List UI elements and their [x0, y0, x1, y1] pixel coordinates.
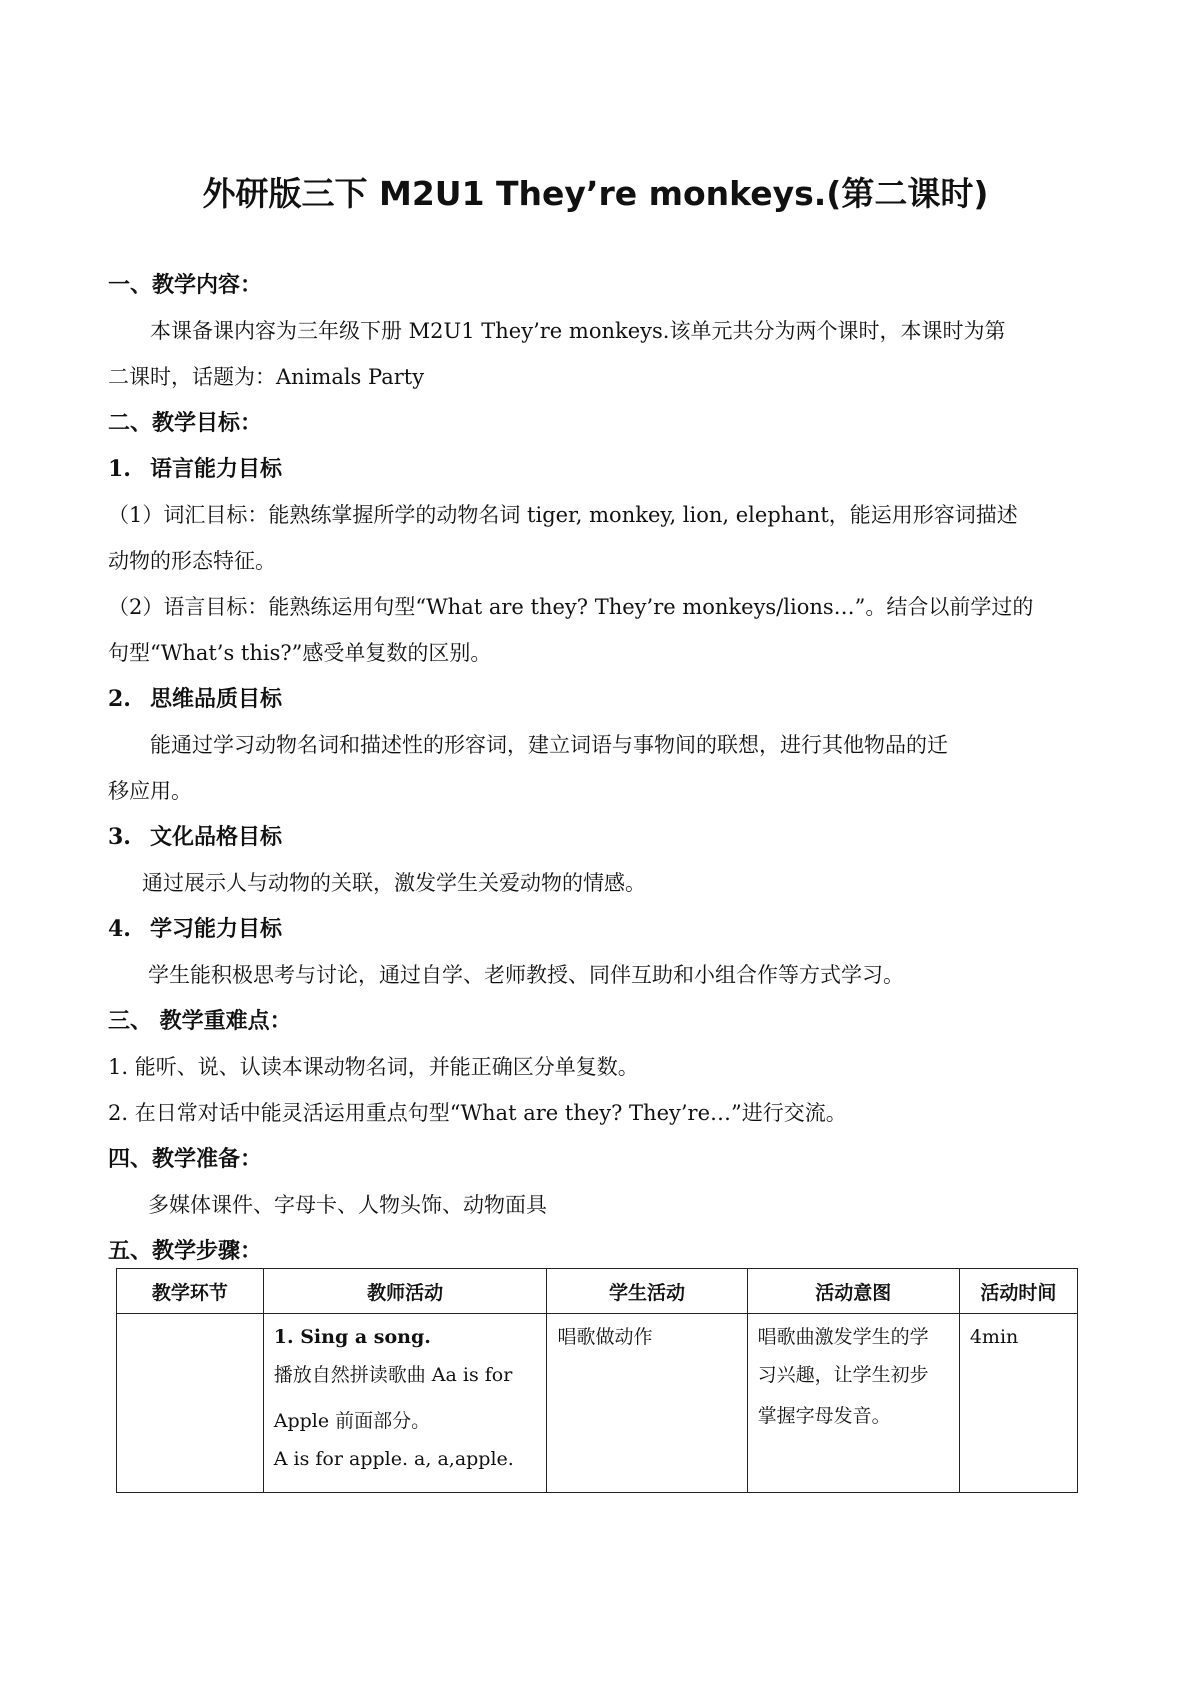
goal-4-title: 学习能力目标 [150, 916, 283, 942]
header-teacher-activity: 教师活动 [263, 1269, 547, 1314]
document-body [108, 262, 1084, 1274]
goal-3-title: 文化品格目标 [150, 824, 283, 850]
goal-1-item-2-line-2: 句型“What’s this?”感受单复数的区别。 [108, 641, 492, 665]
goal-1-title: 语言能力目标 [150, 456, 283, 482]
goal-3-number: 3. [108, 824, 131, 850]
preparation-line-1: 多媒体课件、字母卡、人物头饰、动物面具 [148, 1193, 547, 1217]
goal-1-item-1-line-2: 动物的形态特征。 [108, 549, 276, 573]
steps-table [116, 1268, 1078, 1493]
table-row [117, 1314, 1078, 1493]
goal-4-heading [108, 906, 1084, 952]
intent-line-3: 掌握字母发音。 [757, 1405, 891, 1427]
goal-2-title: 思维品质目标 [150, 686, 283, 712]
cell-activity-intent [747, 1314, 959, 1493]
section-heading-steps: 五、教学步骤： [108, 1238, 263, 1264]
teacher-activity-title: 1. Sing a song. [273, 1326, 431, 1348]
section-heading-key-points: 三、 教学重难点： [108, 1008, 292, 1034]
goal-4-line-1: 学生能积极思考与讨论，通过自学、老师教授、同伴互助和小组合作等方式学习。 [148, 963, 904, 987]
teacher-activity-line-3: A is for apple. a, a,apple. [273, 1448, 514, 1470]
content-paragraph [108, 308, 1084, 400]
goal-1-heading [108, 446, 1084, 492]
goal-1-item-2-line-1: （2）语言目标：能熟练运用句型“What are they? They’re monkeys/lions…”。结合以前学过的 [108, 595, 1034, 619]
goal-1-item-1-line-1: （1）词汇目标：能熟练掌握所学的动物名词 tiger, monkey, lion, elephant，能运用形容词描述 [108, 503, 1018, 527]
key-point-2: 2. 在日常对话中能灵活运用重点句型“What are they? They’re…”进行交流。 [108, 1101, 847, 1125]
cell-teacher-activity [263, 1314, 547, 1493]
section-heading-content: 一、教学内容： [108, 272, 263, 298]
goal-3-heading [108, 814, 1084, 860]
section-heading-goals: 二、教学目标： [108, 410, 263, 436]
teacher-activity-line-1: 播放自然拼读歌曲 Aa is for [273, 1364, 513, 1386]
header-student-activity: 学生活动 [547, 1269, 747, 1314]
header-stage: 教学环节 [117, 1269, 264, 1314]
header-activity-time: 活动时间 [959, 1269, 1077, 1314]
cell-stage [117, 1314, 264, 1493]
section-heading-preparation: 四、教学准备： [108, 1146, 263, 1172]
goal-4-number: 4. [108, 916, 131, 942]
content-para-line-1: 本课备课内容为三年级下册 M2U1 They’re monkeys.该单元共分为两个课时，本课时为第 [150, 319, 1006, 343]
content-para-line-2: 二课时，话题为：Animals Party [108, 365, 425, 389]
goal-2-line-2: 移应用。 [108, 779, 192, 803]
cell-student-activity [547, 1314, 747, 1493]
goal-3-line-1: 通过展示人与动物的关联，激发学生关爱动物的情感。 [142, 871, 646, 895]
intent-line-1: 唱歌曲激发学生的学 [757, 1326, 929, 1348]
goal-2-heading [108, 676, 1084, 722]
goal-1-number: 1. [108, 456, 131, 482]
goal-2-number: 2. [108, 686, 131, 712]
cell-activity-time [959, 1314, 1077, 1493]
intent-line-2: 习兴趣，让学生初步 [757, 1364, 929, 1386]
document-title: 外研版三下 M2U1 They’re monkeys.(第二课时) [202, 174, 989, 213]
student-activity-text: 唱歌做动作 [557, 1326, 653, 1348]
activity-time-text: 4min [969, 1326, 1019, 1348]
steps-table-header-row [117, 1269, 1078, 1314]
goal-2-line-1: 能通过学习动物名词和描述性的形容词，建立词语与事物间的联想，进行其他物品的迁 [150, 733, 948, 757]
key-point-1: 1. 能听、说、认读本课动物名词，并能正确区分单复数。 [108, 1055, 639, 1079]
header-activity-intent: 活动意图 [747, 1269, 959, 1314]
teacher-activity-line-2: Apple 前面部分。 [273, 1410, 431, 1432]
